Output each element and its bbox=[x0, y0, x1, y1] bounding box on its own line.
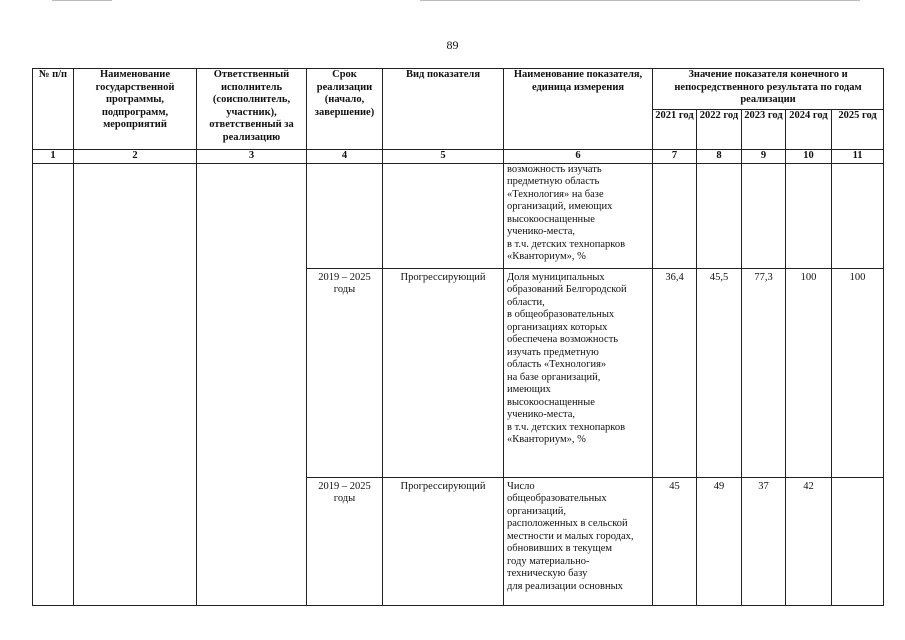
header-program-name: Наименование государственной программы, подпрограмм, мероприятий bbox=[74, 69, 197, 150]
cell-number bbox=[33, 163, 74, 605]
column-number: 8 bbox=[697, 150, 742, 164]
cell-value: 100 bbox=[832, 268, 884, 477]
cell-term bbox=[307, 163, 383, 268]
header-year: 2022 год bbox=[697, 109, 742, 150]
header-year: 2025 год bbox=[832, 109, 884, 150]
column-number: 9 bbox=[742, 150, 786, 164]
indicators-table bbox=[32, 68, 884, 606]
column-number: 5 bbox=[383, 150, 504, 164]
cell-term: 2019 – 2025 годы bbox=[307, 268, 383, 477]
cell-indicator-name: возможность изучать предметную область «Технология» на базе организаций, имеющих высокооснащенные ученико-места, в т.ч. детских технопарков «Кванториум», % bbox=[504, 163, 653, 268]
cell-program-name bbox=[74, 163, 197, 605]
cell-indicator-kind: Прогрессирующий bbox=[383, 477, 504, 605]
cell-term: 2019 – 2025 годы bbox=[307, 477, 383, 605]
cell-value: 42 bbox=[786, 477, 832, 605]
cell-value: 36,4 bbox=[653, 268, 697, 477]
column-number: 4 bbox=[307, 150, 383, 164]
column-number: 2 bbox=[74, 150, 197, 164]
cell-value: 100 bbox=[786, 268, 832, 477]
column-number: 6 bbox=[504, 150, 653, 164]
header-term: Срок реализации (начало, завершение) bbox=[307, 69, 383, 150]
cell-value: 45,5 bbox=[697, 268, 742, 477]
header-year: 2024 год bbox=[786, 109, 832, 150]
header-year: 2023 год bbox=[742, 109, 786, 150]
column-number: 7 bbox=[653, 150, 697, 164]
cell-value: 49 bbox=[697, 477, 742, 605]
header-responsible: Ответственный исполнитель (соисполнитель, участник), ответственный за реализацию bbox=[197, 69, 307, 150]
cell-value bbox=[697, 163, 742, 268]
cell-responsible bbox=[197, 163, 307, 605]
column-number: 3 bbox=[197, 150, 307, 164]
cell-value: 77,3 bbox=[742, 268, 786, 477]
cell-indicator-kind bbox=[383, 163, 504, 268]
header-indicator-name: Наименование показателя, единица измерения bbox=[504, 69, 653, 150]
cell-value bbox=[653, 163, 697, 268]
cell-value bbox=[832, 477, 884, 605]
cell-indicator-name: Доля муниципальных образований Белгородской области, в общеобразовательных организациях которых обеспечена возможность изучать предметную область «Технология» на базе организаций, имеющих высокооснащенные ученико-места, в т.ч. детских технопарков «Кванториум», % bbox=[504, 268, 653, 477]
cell-indicator-name: Число общеобразовательных организаций, расположенных в сельской местности и малых городах, обновивших в текущем году материально- техническую базу для реализации основных bbox=[504, 477, 653, 605]
top-rule-left bbox=[52, 0, 112, 1]
cell-value bbox=[786, 163, 832, 268]
table-row bbox=[33, 163, 884, 268]
cell-value: 45 bbox=[653, 477, 697, 605]
header-year: 2021 год bbox=[653, 109, 697, 150]
column-number: 1 bbox=[33, 150, 74, 164]
cell-value: 37 bbox=[742, 477, 786, 605]
top-rule-right bbox=[420, 0, 860, 1]
header-number: № п/п bbox=[33, 69, 74, 150]
cell-value bbox=[832, 163, 884, 268]
column-number: 10 bbox=[786, 150, 832, 164]
cell-indicator-kind: Прогрессирующий bbox=[383, 268, 504, 477]
page-number: 89 bbox=[446, 38, 459, 52]
cell-value bbox=[742, 163, 786, 268]
header-indicator-kind: Вид показателя bbox=[383, 69, 504, 150]
header-values-group: Значение показателя конечного и непосредственного результата по годам реализации bbox=[653, 69, 884, 110]
column-number: 11 bbox=[832, 150, 884, 164]
